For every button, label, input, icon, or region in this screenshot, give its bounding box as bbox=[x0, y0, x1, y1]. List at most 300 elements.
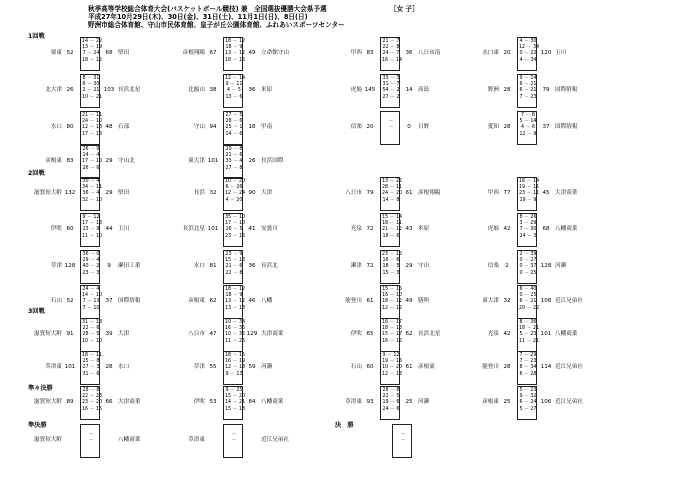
quarter-scores-box bbox=[80, 285, 103, 319]
quarter-score: － bbox=[400, 438, 406, 444]
quarter-score: 15 － 13 bbox=[225, 258, 246, 264]
team-left: 伊吹 bbox=[193, 399, 205, 405]
quarter-score-list bbox=[382, 76, 400, 101]
quarter-score: 11 － 10 bbox=[82, 233, 103, 239]
score-right: 9 bbox=[107, 263, 111, 269]
team-left: 滋賀短大附 bbox=[34, 437, 62, 443]
score-right: 59 bbox=[248, 364, 256, 370]
team-right: 膳所 bbox=[418, 298, 430, 304]
team-left: 水口 bbox=[50, 124, 62, 130]
score-right: 29 bbox=[405, 263, 413, 269]
score-right: 84 bbox=[248, 399, 256, 405]
score-right: 114 bbox=[540, 364, 552, 370]
quarter-score: 30 － 4 bbox=[82, 179, 100, 184]
quarter-score-list bbox=[519, 252, 537, 277]
score-right: 48 bbox=[105, 124, 113, 130]
quarter-scores-box bbox=[517, 37, 540, 71]
team-right: 長浜国際 bbox=[261, 158, 284, 164]
quarter-scores-box bbox=[517, 351, 537, 385]
team-left: 比叡山 bbox=[188, 87, 205, 93]
tournament-venues: 野洲市総合体育館、守山市民体育館、皇子が丘公園体育館、ふれあいスポーツセンター bbox=[88, 21, 345, 29]
quarter-score: 28 － 8 bbox=[382, 388, 400, 393]
team-left: 彦根東 bbox=[188, 298, 205, 304]
quarter-score: 9 － 12 bbox=[382, 353, 400, 358]
quarter-score: 22 － 5 bbox=[382, 394, 400, 400]
quarter-score: 27 － 8 bbox=[225, 165, 243, 171]
score-left: 52 bbox=[66, 50, 74, 56]
quarter-score: 6 － 40 bbox=[519, 287, 537, 292]
quarter-score: 31 － 6 bbox=[82, 371, 100, 377]
gender-label: ［女 子］ bbox=[390, 5, 419, 13]
team-left: 八日市 bbox=[188, 331, 205, 337]
score-right: 101 bbox=[540, 331, 552, 337]
quarter-score: 18 － 13 bbox=[382, 326, 403, 332]
team-left: 北大津 bbox=[45, 87, 62, 93]
quarter-score-list bbox=[382, 353, 403, 378]
quarter-score: 27 － 3 bbox=[82, 365, 100, 371]
team-right: 大津 bbox=[261, 190, 273, 196]
quarter-score-list bbox=[519, 287, 540, 312]
quarter-scores-box bbox=[80, 177, 103, 211]
quarter-score: 31 － 13 bbox=[82, 320, 103, 325]
quarter-score: 36 － 0 bbox=[82, 252, 100, 257]
quarter-score-list bbox=[82, 39, 103, 64]
quarter-scores-box bbox=[223, 424, 243, 458]
quarter-score: 23 － 15 bbox=[382, 252, 403, 257]
quarter-scores-box bbox=[380, 37, 403, 71]
round-label-r2: 2回戦 bbox=[28, 170, 45, 177]
score-right: 61 bbox=[405, 364, 413, 370]
score-right: 26 bbox=[248, 158, 256, 164]
score-left: 91 bbox=[66, 331, 74, 337]
score-right: 66 bbox=[105, 399, 113, 405]
quarter-score: 18 － 9 bbox=[225, 45, 243, 51]
team-left: 栗東 bbox=[50, 50, 62, 56]
round-label-r1: 1回戦 bbox=[28, 33, 45, 40]
tournament-dates: 平成27年10月29日(木)、30日(金)、31日(土)、11月1日(日)、8日(日) bbox=[88, 13, 308, 21]
quarter-score: 33 － 4 bbox=[225, 159, 243, 165]
quarter-score: 27 － 2 bbox=[382, 94, 400, 100]
quarter-score: 28 － 5 bbox=[82, 332, 100, 338]
quarter-score: 19 － 16 bbox=[382, 359, 403, 365]
score-left: 128 bbox=[64, 263, 76, 269]
quarter-score: 12 － 18 bbox=[225, 365, 246, 371]
team-left: 滋賀短大附 bbox=[34, 331, 62, 337]
score-left: 101 bbox=[207, 226, 219, 232]
quarter-scores-box bbox=[380, 386, 400, 420]
quarter-score: 10 － 35 bbox=[225, 332, 246, 338]
score-right: 44 bbox=[105, 226, 113, 232]
quarter-score: 10 － 34 bbox=[225, 320, 246, 325]
score-right: 18 bbox=[248, 124, 256, 130]
score-right: 45 bbox=[542, 190, 550, 196]
quarter-score: 18 － 12 bbox=[225, 287, 246, 292]
quarter-scores-box bbox=[80, 145, 103, 179]
quarter-scores-box bbox=[517, 318, 540, 352]
team-left: 彦根東 bbox=[482, 399, 499, 405]
quarter-score: 15 － 20 bbox=[225, 394, 246, 400]
quarter-score: 16 － 35 bbox=[225, 326, 246, 332]
quarter-score: 35 － 10 bbox=[225, 215, 246, 220]
team-left: 草津 bbox=[50, 263, 62, 269]
quarter-score: 9 － 32 bbox=[519, 394, 537, 400]
score-left: 42 bbox=[503, 331, 511, 337]
quarter-score: 13 － 19 bbox=[82, 45, 103, 51]
team-left: 水口 bbox=[193, 263, 205, 269]
team-right: 近江兄弟社 bbox=[555, 298, 583, 304]
score-left: 72 bbox=[366, 226, 374, 232]
quarter-scores-box bbox=[517, 285, 540, 319]
team-right: 八幡 bbox=[261, 298, 273, 304]
score-left: 80 bbox=[66, 124, 74, 130]
quarter-scores-box bbox=[80, 424, 100, 458]
quarter-score-list bbox=[82, 353, 103, 378]
quarter-score-list bbox=[225, 252, 246, 277]
score-left: 93 bbox=[366, 399, 374, 405]
quarter-score: 8 － 31 bbox=[82, 76, 100, 81]
score-left: 2 bbox=[505, 263, 509, 269]
score-right: 68 bbox=[542, 226, 550, 232]
score-left: 65 bbox=[366, 331, 374, 337]
quarter-score: 14 － 10 bbox=[82, 293, 103, 299]
quarter-scores-box bbox=[223, 318, 246, 352]
quarter-score: 12 － 13 bbox=[382, 371, 403, 377]
quarter-score-list bbox=[519, 215, 537, 240]
score-left: 77 bbox=[503, 190, 511, 196]
quarter-score bbox=[225, 445, 243, 451]
score-left: 81 bbox=[209, 263, 217, 269]
quarter-score-list bbox=[225, 147, 243, 172]
quarter-score: 34 － 11 bbox=[82, 185, 103, 191]
score-left: 52 bbox=[66, 298, 74, 304]
quarter-score: 4 － 20 bbox=[225, 197, 243, 203]
quarter-score: 13 － 12 bbox=[225, 51, 246, 57]
score-left: 62 bbox=[209, 298, 217, 304]
quarter-score: 24 － 4 bbox=[82, 287, 100, 292]
quarter-score: 4 － 5 bbox=[227, 88, 241, 94]
quarter-score: 8 － 26 bbox=[519, 215, 537, 220]
quarter-score: 10 － 21 bbox=[82, 94, 103, 100]
quarter-score: 19 － 11 bbox=[519, 185, 540, 191]
quarter-score: 6 － 21 bbox=[519, 299, 537, 305]
quarter-score: 7 － 13 bbox=[82, 299, 100, 305]
team-left: 能登川 bbox=[345, 298, 362, 304]
team-right: 八幡商業 bbox=[118, 437, 141, 443]
score-left: 38 bbox=[209, 87, 217, 93]
team-right: 守山 bbox=[418, 263, 430, 269]
quarter-score: 17 － 10 bbox=[82, 159, 103, 165]
team-left: 水口東 bbox=[482, 50, 499, 56]
quarter-score-list bbox=[82, 320, 103, 345]
quarter-score: 23 － 3 bbox=[82, 270, 100, 276]
score-left: 32 bbox=[503, 298, 511, 304]
quarter-score: 11 － 25 bbox=[225, 338, 246, 344]
score-right: 79 bbox=[542, 87, 550, 93]
score-right: 62 bbox=[405, 331, 413, 337]
quarter-score: 0 － 25 bbox=[519, 270, 537, 276]
quarter-score: 22 － 6 bbox=[82, 326, 100, 332]
quarter-score-list bbox=[82, 388, 103, 413]
quarter-score: － bbox=[388, 125, 394, 131]
round-label-sf: 準決勝 bbox=[28, 422, 47, 429]
team-left: 野洲 bbox=[487, 87, 499, 93]
score-left: 42 bbox=[503, 226, 511, 232]
team-left: 滋賀短大附 bbox=[34, 190, 62, 196]
score-right: 49 bbox=[248, 50, 256, 56]
quarter-score: 23 － 9 bbox=[225, 252, 243, 257]
quarter-score: 14 － 8 bbox=[382, 197, 400, 203]
quarter-scores-box bbox=[80, 37, 103, 71]
quarter-score: 17 － 13 bbox=[82, 131, 103, 137]
quarter-score: 16 － 15 bbox=[82, 406, 103, 412]
quarter-score-list bbox=[382, 252, 403, 277]
score-left: 25 bbox=[503, 399, 511, 405]
team-left: 石山 bbox=[50, 298, 62, 304]
score-left: 101 bbox=[207, 158, 219, 164]
quarter-score: 12 － 9 bbox=[519, 131, 537, 137]
quarter-score-list bbox=[82, 252, 100, 277]
team-left: 甲西 bbox=[487, 190, 499, 196]
team-left: 能登川 bbox=[482, 364, 499, 370]
page-header bbox=[0, 0, 680, 30]
quarter-score: 7 － 30 bbox=[519, 227, 537, 233]
quarter-score: 14 － 4 bbox=[82, 153, 100, 159]
score-left: 53 bbox=[209, 399, 217, 405]
quarter-score: 10 － 20 bbox=[225, 179, 246, 184]
team-right: 河瀬 bbox=[261, 364, 273, 370]
quarter-score: 13 － 12 bbox=[225, 299, 246, 305]
team-right: 立命館守山 bbox=[261, 50, 289, 56]
quarter-score: 4 － 6 bbox=[521, 125, 535, 131]
score-right: 108 bbox=[540, 298, 552, 304]
quarter-score: 25 － 8 bbox=[82, 359, 100, 365]
team-left: 信楽 bbox=[350, 124, 362, 130]
quarter-score: 0 － 27 bbox=[519, 258, 537, 264]
quarter-score-list bbox=[519, 353, 537, 378]
quarter-score-list bbox=[225, 76, 246, 101]
team-right: 甲南 bbox=[261, 124, 273, 130]
score-left: 83 bbox=[66, 158, 74, 164]
quarter-score: 18 － 15 bbox=[225, 353, 246, 358]
quarter-score: 10 － 20 bbox=[382, 365, 403, 371]
quarter-score-list bbox=[225, 287, 246, 312]
score-left: 145 bbox=[364, 87, 376, 93]
team-right: 河瀬 bbox=[555, 263, 567, 269]
quarter-score: 14 － 6 bbox=[225, 131, 243, 137]
quarter-score-list bbox=[82, 147, 103, 172]
quarter-score-list bbox=[519, 39, 540, 64]
quarter-score-list bbox=[382, 388, 400, 413]
quarter-score: 12 － 14 bbox=[225, 76, 246, 81]
quarter-scores-box bbox=[380, 250, 403, 284]
team-left: 長浜 bbox=[193, 190, 205, 196]
team-left: 東大津 bbox=[482, 298, 499, 304]
team-left: 滋賀短大附 bbox=[34, 399, 62, 405]
score-right: 103 bbox=[103, 87, 115, 93]
quarter-scores-box bbox=[380, 213, 403, 247]
team-right: 水口 bbox=[118, 364, 130, 370]
team-right: 大津商業 bbox=[261, 331, 284, 337]
quarter-score-list bbox=[519, 179, 540, 204]
quarter-score: 13 － 6 bbox=[225, 94, 243, 100]
quarter-score: 7 － 23 bbox=[519, 359, 537, 365]
quarter-score: 18 － 16 bbox=[225, 57, 246, 63]
quarter-score: 26 － 6 bbox=[82, 165, 100, 171]
team-right: 瀬田工業 bbox=[118, 263, 141, 269]
quarter-score: 18 － 21 bbox=[519, 326, 540, 332]
quarter-score: 15 － 17 bbox=[382, 332, 403, 338]
score-right: 90 bbox=[248, 190, 256, 196]
team-right: 石部 bbox=[118, 124, 130, 130]
score-left: 32 bbox=[209, 190, 217, 196]
team-left: 草津東 bbox=[345, 399, 362, 405]
team-right: 彦根翔陽 bbox=[418, 190, 441, 196]
quarter-score: 5 － 14 bbox=[519, 119, 537, 125]
quarter-score: 14 － 22 bbox=[82, 39, 103, 44]
quarter-scores-box bbox=[80, 213, 103, 247]
team-left: 伊吹 bbox=[50, 226, 62, 232]
score-left: 55 bbox=[209, 364, 217, 370]
team-left: 愛知 bbox=[487, 124, 499, 130]
quarter-score: 21 － 7 bbox=[382, 39, 400, 44]
score-right: 0 bbox=[407, 124, 411, 130]
quarter-scores-box bbox=[80, 250, 100, 284]
score-left: 67 bbox=[209, 50, 217, 56]
score-right: 29 bbox=[105, 190, 113, 196]
quarter-score: 15 － 3 bbox=[382, 270, 400, 276]
quarter-score: 28 － 6 bbox=[225, 119, 243, 125]
quarter-score-list bbox=[519, 388, 537, 413]
quarter-score: 7 － 23 bbox=[519, 94, 537, 100]
team-right: 米原 bbox=[261, 87, 273, 93]
quarter-score-list bbox=[382, 113, 400, 138]
quarter-score: 24 － 3 bbox=[519, 233, 537, 239]
quarter-scores-box bbox=[223, 37, 246, 71]
score-right: 129 bbox=[246, 331, 258, 337]
score-left: 79 bbox=[366, 190, 374, 196]
quarter-score: 5 － 23 bbox=[519, 332, 537, 338]
quarter-score-list bbox=[82, 215, 103, 240]
team-left: 八日市 bbox=[345, 190, 362, 196]
quarter-score: 32 － 10 bbox=[82, 197, 103, 203]
score-right: 128 bbox=[540, 263, 552, 269]
team-left: 伊吹 bbox=[350, 331, 362, 337]
quarter-score: 26 － 9 bbox=[82, 147, 100, 152]
score-right: 46 bbox=[248, 298, 256, 304]
team-right: 国際情報 bbox=[555, 87, 578, 93]
quarter-score: 9 － 14 bbox=[519, 76, 537, 81]
quarter-score: － bbox=[88, 438, 94, 444]
quarter-score: 7 － 10 bbox=[82, 305, 100, 311]
quarter-score: 18 － 11 bbox=[82, 353, 103, 358]
quarter-score: 54 － 2 bbox=[382, 88, 400, 94]
quarter-score: 24 － 20 bbox=[382, 191, 403, 197]
team-right: 八幡商業 bbox=[261, 399, 284, 405]
score-right: 28 bbox=[105, 364, 113, 370]
quarter-score: 9 － 11 bbox=[225, 82, 243, 88]
quarter-score: 12 － 13 bbox=[82, 125, 103, 131]
team-right: 彦根東 bbox=[418, 364, 435, 370]
quarter-score-list bbox=[519, 113, 537, 138]
tournament-title: 秋季高等学校総合体育大会(バスケットボール競技) 兼 全国選抜優勝大会県予選 bbox=[88, 5, 327, 13]
team-right: 日野 bbox=[418, 124, 430, 130]
quarter-score-list bbox=[225, 113, 243, 138]
quarter-scores-box bbox=[517, 74, 537, 108]
score-left: 94 bbox=[209, 124, 217, 130]
quarter-scores-box bbox=[517, 213, 537, 247]
team-right: 国際情報 bbox=[555, 124, 578, 130]
quarter-score: 17 － 10 bbox=[225, 221, 246, 227]
score-right: 41 bbox=[248, 226, 256, 232]
team-left: 草津東 bbox=[188, 437, 205, 443]
quarter-score: 24 － 6 bbox=[382, 406, 400, 412]
team-right: 玉川 bbox=[118, 226, 130, 232]
score-right: 43 bbox=[405, 226, 413, 232]
team-right: 堅田 bbox=[118, 190, 130, 196]
quarter-score: 7 － 8 bbox=[521, 113, 535, 118]
quarter-score: 29 － 4 bbox=[82, 258, 100, 264]
team-left: 虎姫 bbox=[350, 87, 362, 93]
score-right: 36 bbox=[405, 50, 413, 56]
quarter-score bbox=[382, 132, 400, 138]
team-left: 瀬津 bbox=[350, 263, 362, 269]
score-left: 28 bbox=[503, 87, 511, 93]
team-right: 八幡商業 bbox=[555, 331, 578, 337]
quarter-scores-box bbox=[517, 250, 537, 284]
quarter-score: 13 － 13 bbox=[225, 305, 246, 311]
quarter-score: 6 － 24 bbox=[519, 400, 537, 406]
quarter-score: － bbox=[231, 438, 237, 444]
score-right: 37 bbox=[542, 124, 550, 130]
quarter-score: 26 － 5 bbox=[225, 227, 243, 233]
quarter-scores-box bbox=[392, 424, 412, 458]
quarter-score: 7 － 29 bbox=[519, 353, 537, 358]
team-right: 長浜北星 bbox=[118, 87, 141, 93]
score-left: 61 bbox=[366, 298, 374, 304]
quarter-score: 5 － 27 bbox=[519, 406, 537, 412]
quarter-score: 6 － 28 bbox=[519, 371, 537, 377]
team-right: 長浜北星 bbox=[418, 331, 441, 337]
quarter-score-list bbox=[382, 287, 403, 312]
quarter-score: 5 － 23 bbox=[519, 388, 537, 393]
quarter-score: 11 － 21 bbox=[519, 338, 540, 344]
quarter-score: 6 － 26 bbox=[225, 185, 243, 191]
quarter-scores-box bbox=[380, 285, 403, 319]
quarter-score-list bbox=[82, 76, 103, 101]
team-left: 光泉 bbox=[487, 331, 499, 337]
quarter-score: 22 － 8 bbox=[225, 270, 243, 276]
quarter-score: 13 － 22 bbox=[382, 179, 403, 184]
quarter-score: 10 － 10 bbox=[82, 338, 103, 344]
quarter-score: 19 － 9 bbox=[519, 197, 537, 203]
quarter-score: 23 － 16 bbox=[225, 233, 246, 239]
quarter-score: 0 － 25 bbox=[519, 293, 537, 299]
quarter-score-list bbox=[382, 320, 403, 345]
quarter-score: － bbox=[88, 432, 94, 438]
team-right: 近江兄弟社 bbox=[261, 437, 289, 443]
quarter-score: 15 － 15 bbox=[382, 287, 403, 292]
quarter-score-list bbox=[82, 113, 103, 138]
team-left: 草津東 bbox=[45, 364, 62, 370]
team-left: 長浜北星 bbox=[182, 226, 205, 232]
score-left: 60 bbox=[66, 226, 74, 232]
quarter-score: 19 － 6 bbox=[382, 400, 400, 406]
quarter-score-list bbox=[225, 320, 246, 345]
team-right: 長浜北 bbox=[261, 263, 278, 269]
score-right: 49 bbox=[405, 298, 413, 304]
quarter-score: － bbox=[400, 432, 406, 438]
score-left: 89 bbox=[66, 399, 74, 405]
